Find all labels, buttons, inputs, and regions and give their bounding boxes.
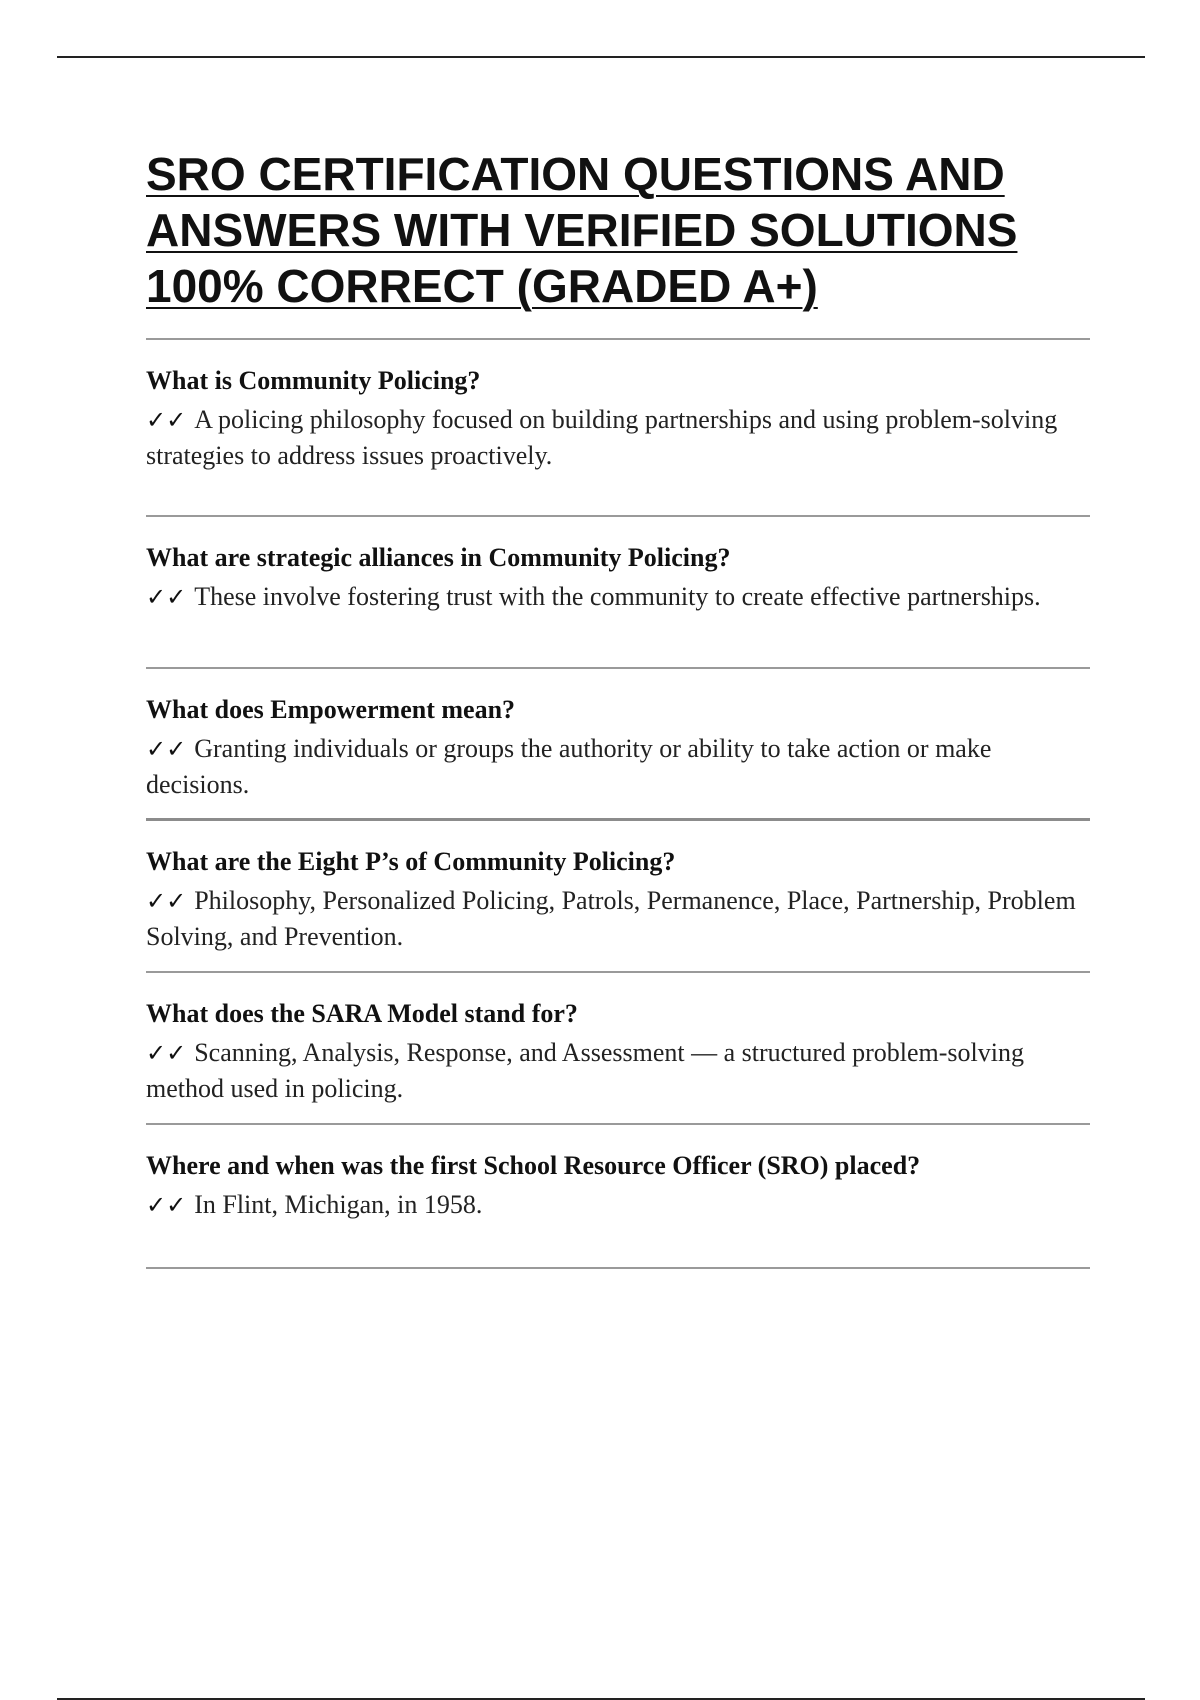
qa-item: [146, 669, 1090, 821]
double-check-icon: ✓✓: [146, 1039, 187, 1067]
qa-item: [146, 517, 1090, 669]
answer-body: Granting individuals or groups the authority or ability to take action or make decisions.: [146, 734, 992, 799]
document-title: SRO CERTIFICATION QUESTIONS AND ANSWERS WITH VERIFIED SOLUTIONS 100% CORRECT (GRADED A+): [146, 148, 1018, 312]
answer-body: Scanning, Analysis, Response, and Assessment — a structured problem-solving method used in policing.: [146, 1038, 1024, 1103]
answer-body: Philosophy, Personalized Policing, Patrols, Permanence, Place, Partnership, Problem Solving, and Prevention.: [146, 886, 1076, 951]
qa-item: [146, 973, 1090, 1125]
answer-text: [146, 883, 1090, 955]
double-check-icon: ✓✓: [146, 887, 187, 915]
answer-text: [146, 1035, 1090, 1107]
question-text: What does the SARA Model stand for?: [146, 999, 578, 1028]
answer-body: A policing philosophy focused on building partnerships and using problem-solving strategies to address issues proactively.: [146, 405, 1058, 470]
question-text: What is Community Policing?: [146, 366, 481, 395]
answer-text: [146, 731, 1090, 803]
answer-text: [146, 402, 1090, 474]
document-body: [146, 146, 1090, 1269]
answer-text: [146, 1187, 1090, 1223]
double-check-icon: ✓✓: [146, 1191, 187, 1219]
question-text: What are strategic alliances in Community Policing?: [146, 543, 731, 572]
double-check-icon: ✓✓: [146, 583, 187, 611]
answer-body: In Flint, Michigan, in 1958.: [194, 1190, 483, 1219]
qa-item: [146, 1125, 1090, 1269]
qa-item: [146, 821, 1090, 973]
question-text: Where and when was the first School Resource Officer (SRO) placed?: [146, 1151, 921, 1180]
question-text: What does Empowerment mean?: [146, 695, 516, 724]
answer-body: These involve fostering trust with the community to create effective partnerships.: [194, 582, 1041, 611]
qa-item: [146, 340, 1090, 517]
double-check-icon: ✓✓: [146, 735, 187, 763]
question-text: What are the Eight P’s of Community Policing?: [146, 847, 676, 876]
answer-text: [146, 579, 1090, 615]
double-check-icon: ✓✓: [146, 406, 187, 434]
page-top-rule: [57, 56, 1145, 58]
